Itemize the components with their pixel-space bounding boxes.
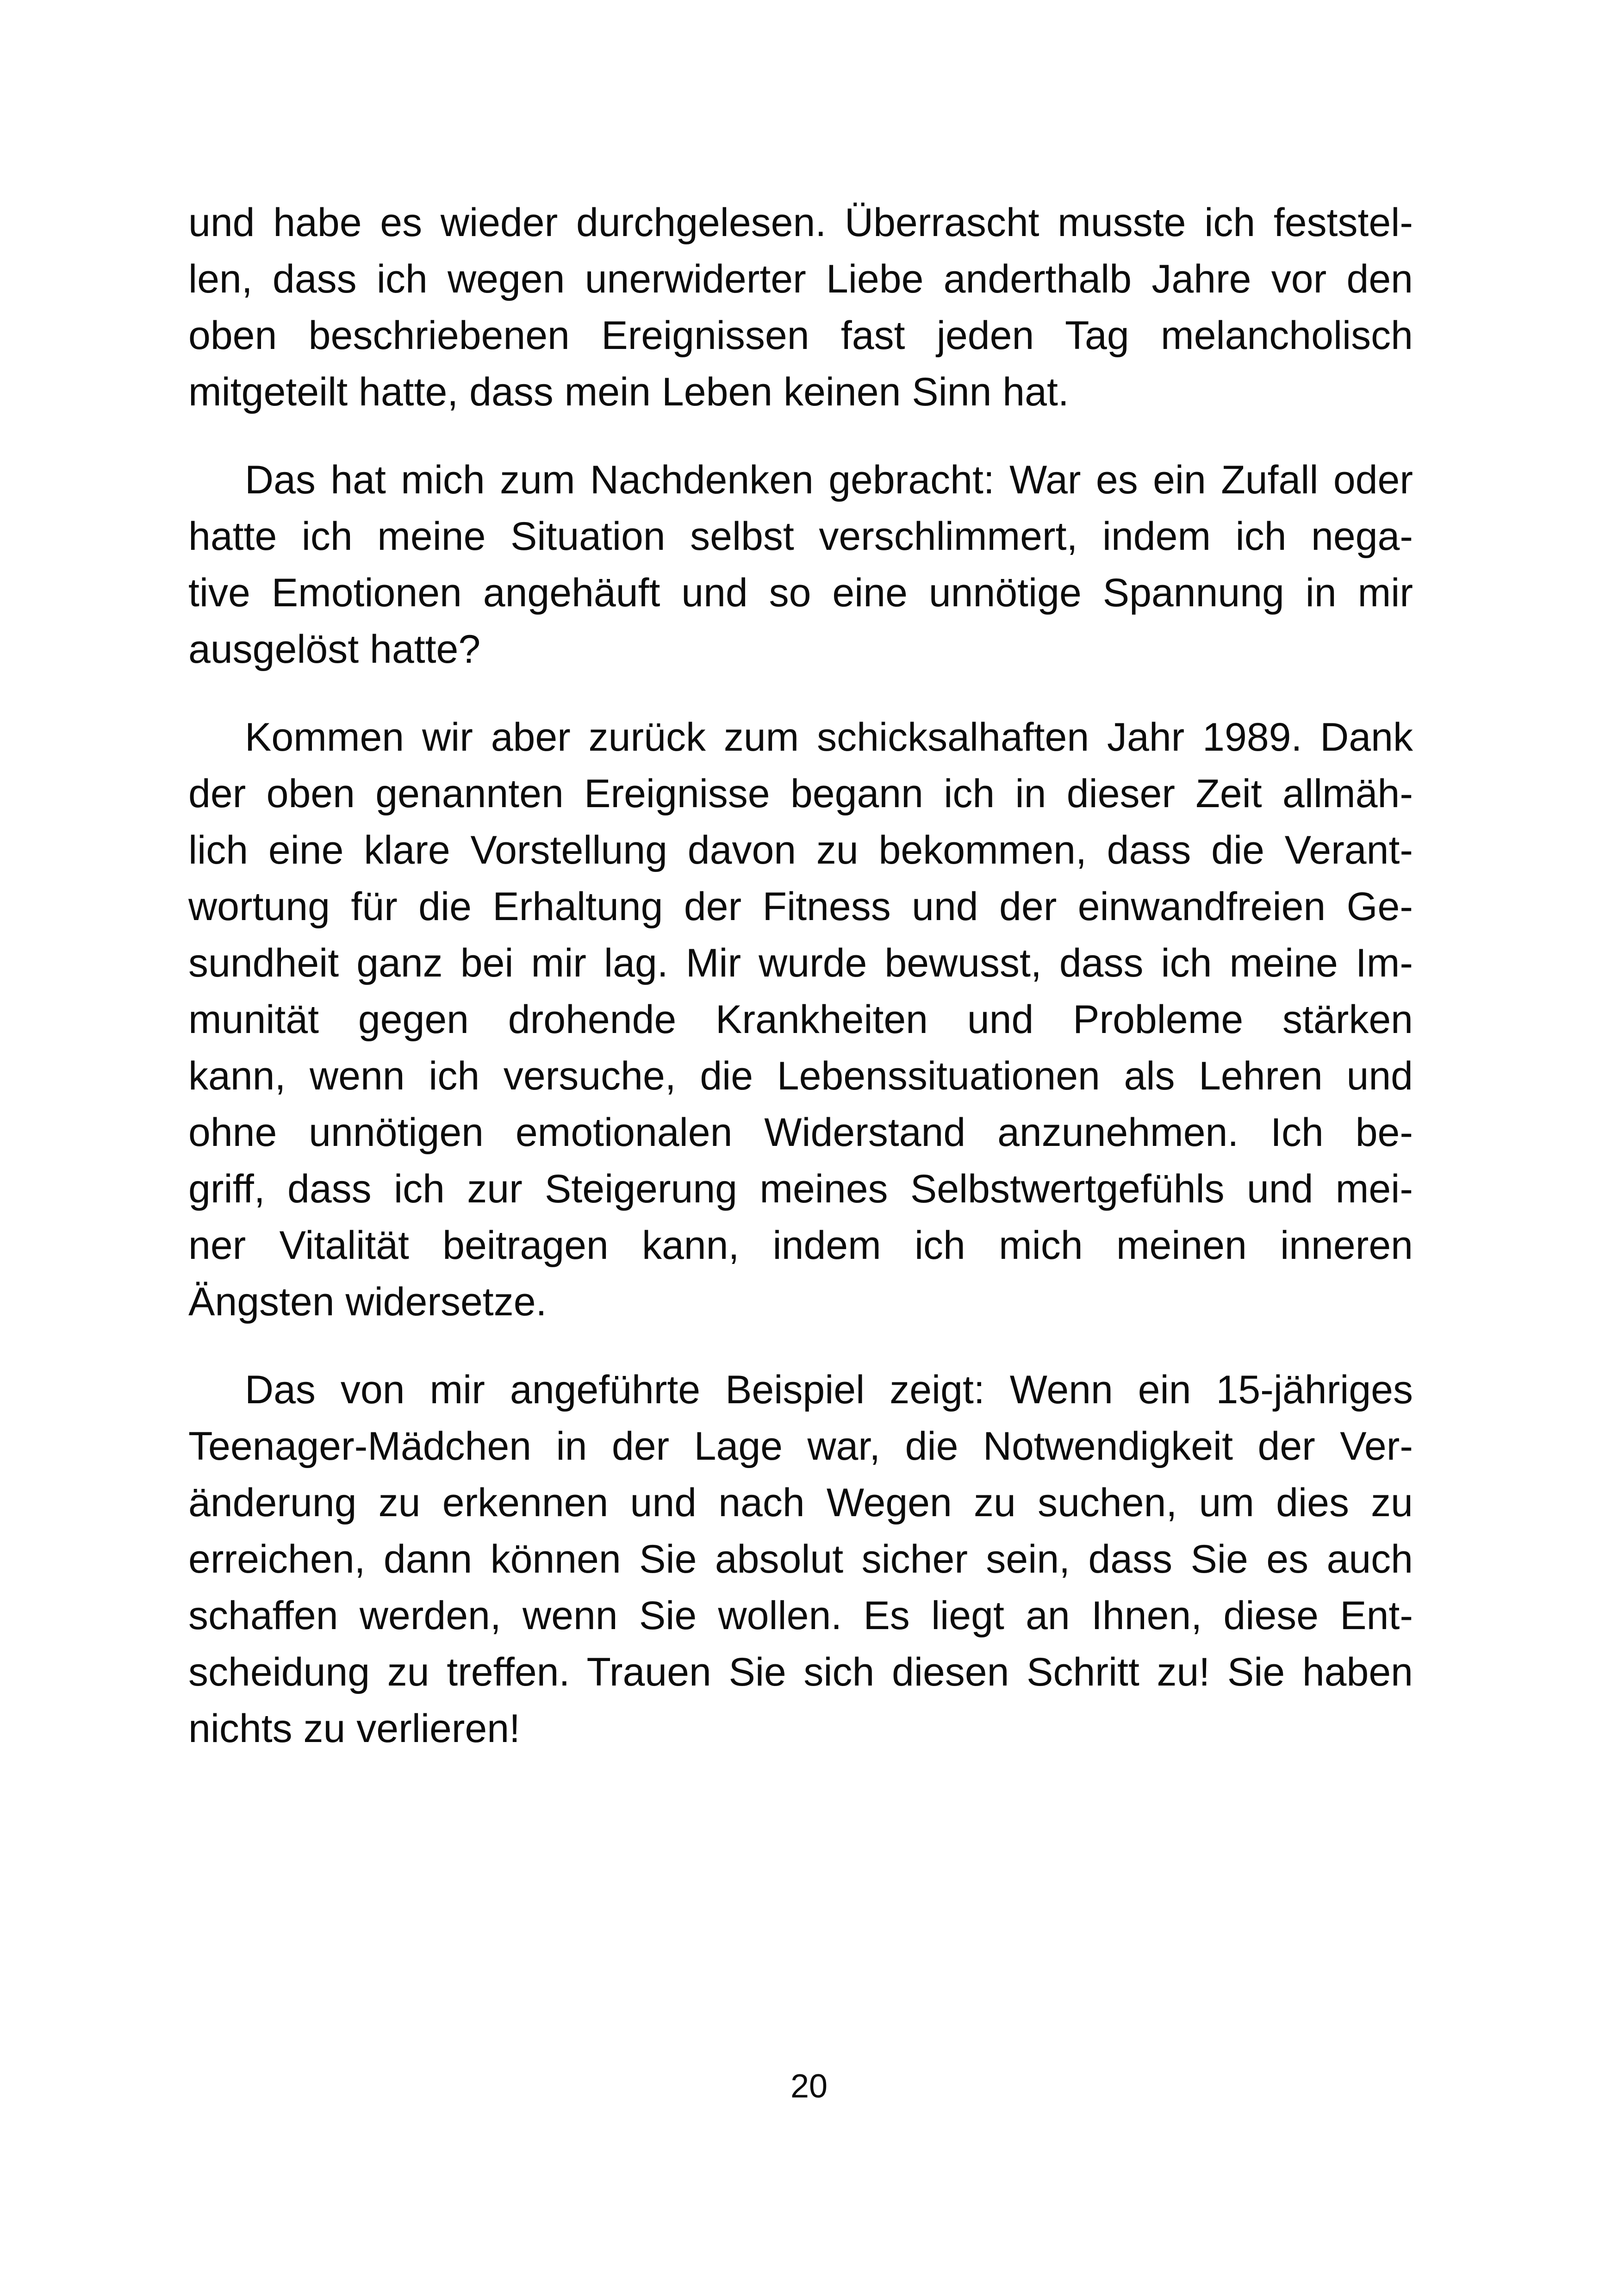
- text-line: und habe es wieder durchgelesen. Überrascht musste ich feststel-: [188, 200, 1413, 245]
- text-line: änderung zu erkennen und nach Wegen zu suchen, um dies zu: [188, 1481, 1413, 1525]
- text-line: scheidung zu treffen. Trauen Sie sich diesen Schritt zu! Sie haben: [188, 1650, 1413, 1694]
- text-line: Teenager-Mädchen in der Lage war, die Notwendigkeit der Ver-: [188, 1424, 1413, 1468]
- paragraph-2: [188, 452, 1413, 678]
- paragraph-1: [188, 194, 1413, 420]
- text-line: Ängsten widersetze.: [188, 1280, 547, 1324]
- text-line: kann, wenn ich versuche, die Lebenssituationen als Lehren und: [188, 1054, 1413, 1098]
- text-line: Das hat mich zum Nachdenken gebracht: War es ein Zufall oder: [245, 458, 1413, 502]
- text-line: ohne unnötigen emotionalen Widerstand anzunehmen. Ich be-: [188, 1110, 1413, 1155]
- text-line: Das von mir angeführte Beispiel zeigt: Wenn ein 15-jähriges: [245, 1368, 1413, 1412]
- text-line: wortung für die Erhaltung der Fitness und der einwandfreien Ge-: [188, 884, 1413, 929]
- text-line: ner Vitalität beitragen kann, indem ich mich meinen inneren: [188, 1223, 1413, 1268]
- page-body: [188, 194, 1413, 1757]
- text-line: oben beschriebenen Ereignissen fast jeden Tag melancholisch: [188, 313, 1413, 358]
- text-line: ausgelöst hatte?: [188, 627, 481, 672]
- text-line: munität gegen drohende Krankheiten und Probleme stärken: [188, 997, 1413, 1042]
- paragraph-3: [188, 709, 1413, 1330]
- text-line: tive Emotionen angehäuft und so eine unnötige Spannung in mir: [188, 571, 1413, 615]
- text-line: nichts zu verlieren!: [188, 1706, 520, 1751]
- text-line: der oben genannten Ereignisse begann ich in dieser Zeit allmäh-: [188, 772, 1413, 816]
- text-line: schaffen werden, wenn Sie wollen. Es liegt an Ihnen, diese Ent-: [188, 1593, 1413, 1638]
- text-line: hatte ich meine Situation selbst verschlimmert, indem ich nega-: [188, 514, 1413, 559]
- paragraph-4: [188, 1362, 1413, 1757]
- text-line: griff, dass ich zur Steigerung meines Selbstwertgefühls und mei-: [188, 1167, 1413, 1211]
- text-line: lich eine klare Vorstellung davon zu bekommen, dass die Verant-: [188, 828, 1413, 872]
- text-line: erreichen, dann können Sie absolut sicher sein, dass Sie es auch: [188, 1537, 1413, 1581]
- text-line: sundheit ganz bei mir lag. Mir wurde bewusst, dass ich meine Im-: [188, 941, 1413, 985]
- text-line: Kommen wir aber zurück zum schicksalhaften Jahr 1989. Dank: [245, 715, 1413, 759]
- text-line: mitgeteilt hatte, dass mein Leben keinen Sinn hat.: [188, 370, 1069, 414]
- text-line: len, dass ich wegen unerwiderter Liebe anderthalb Jahre vor den: [188, 257, 1413, 301]
- page-number: 20: [790, 2068, 828, 2105]
